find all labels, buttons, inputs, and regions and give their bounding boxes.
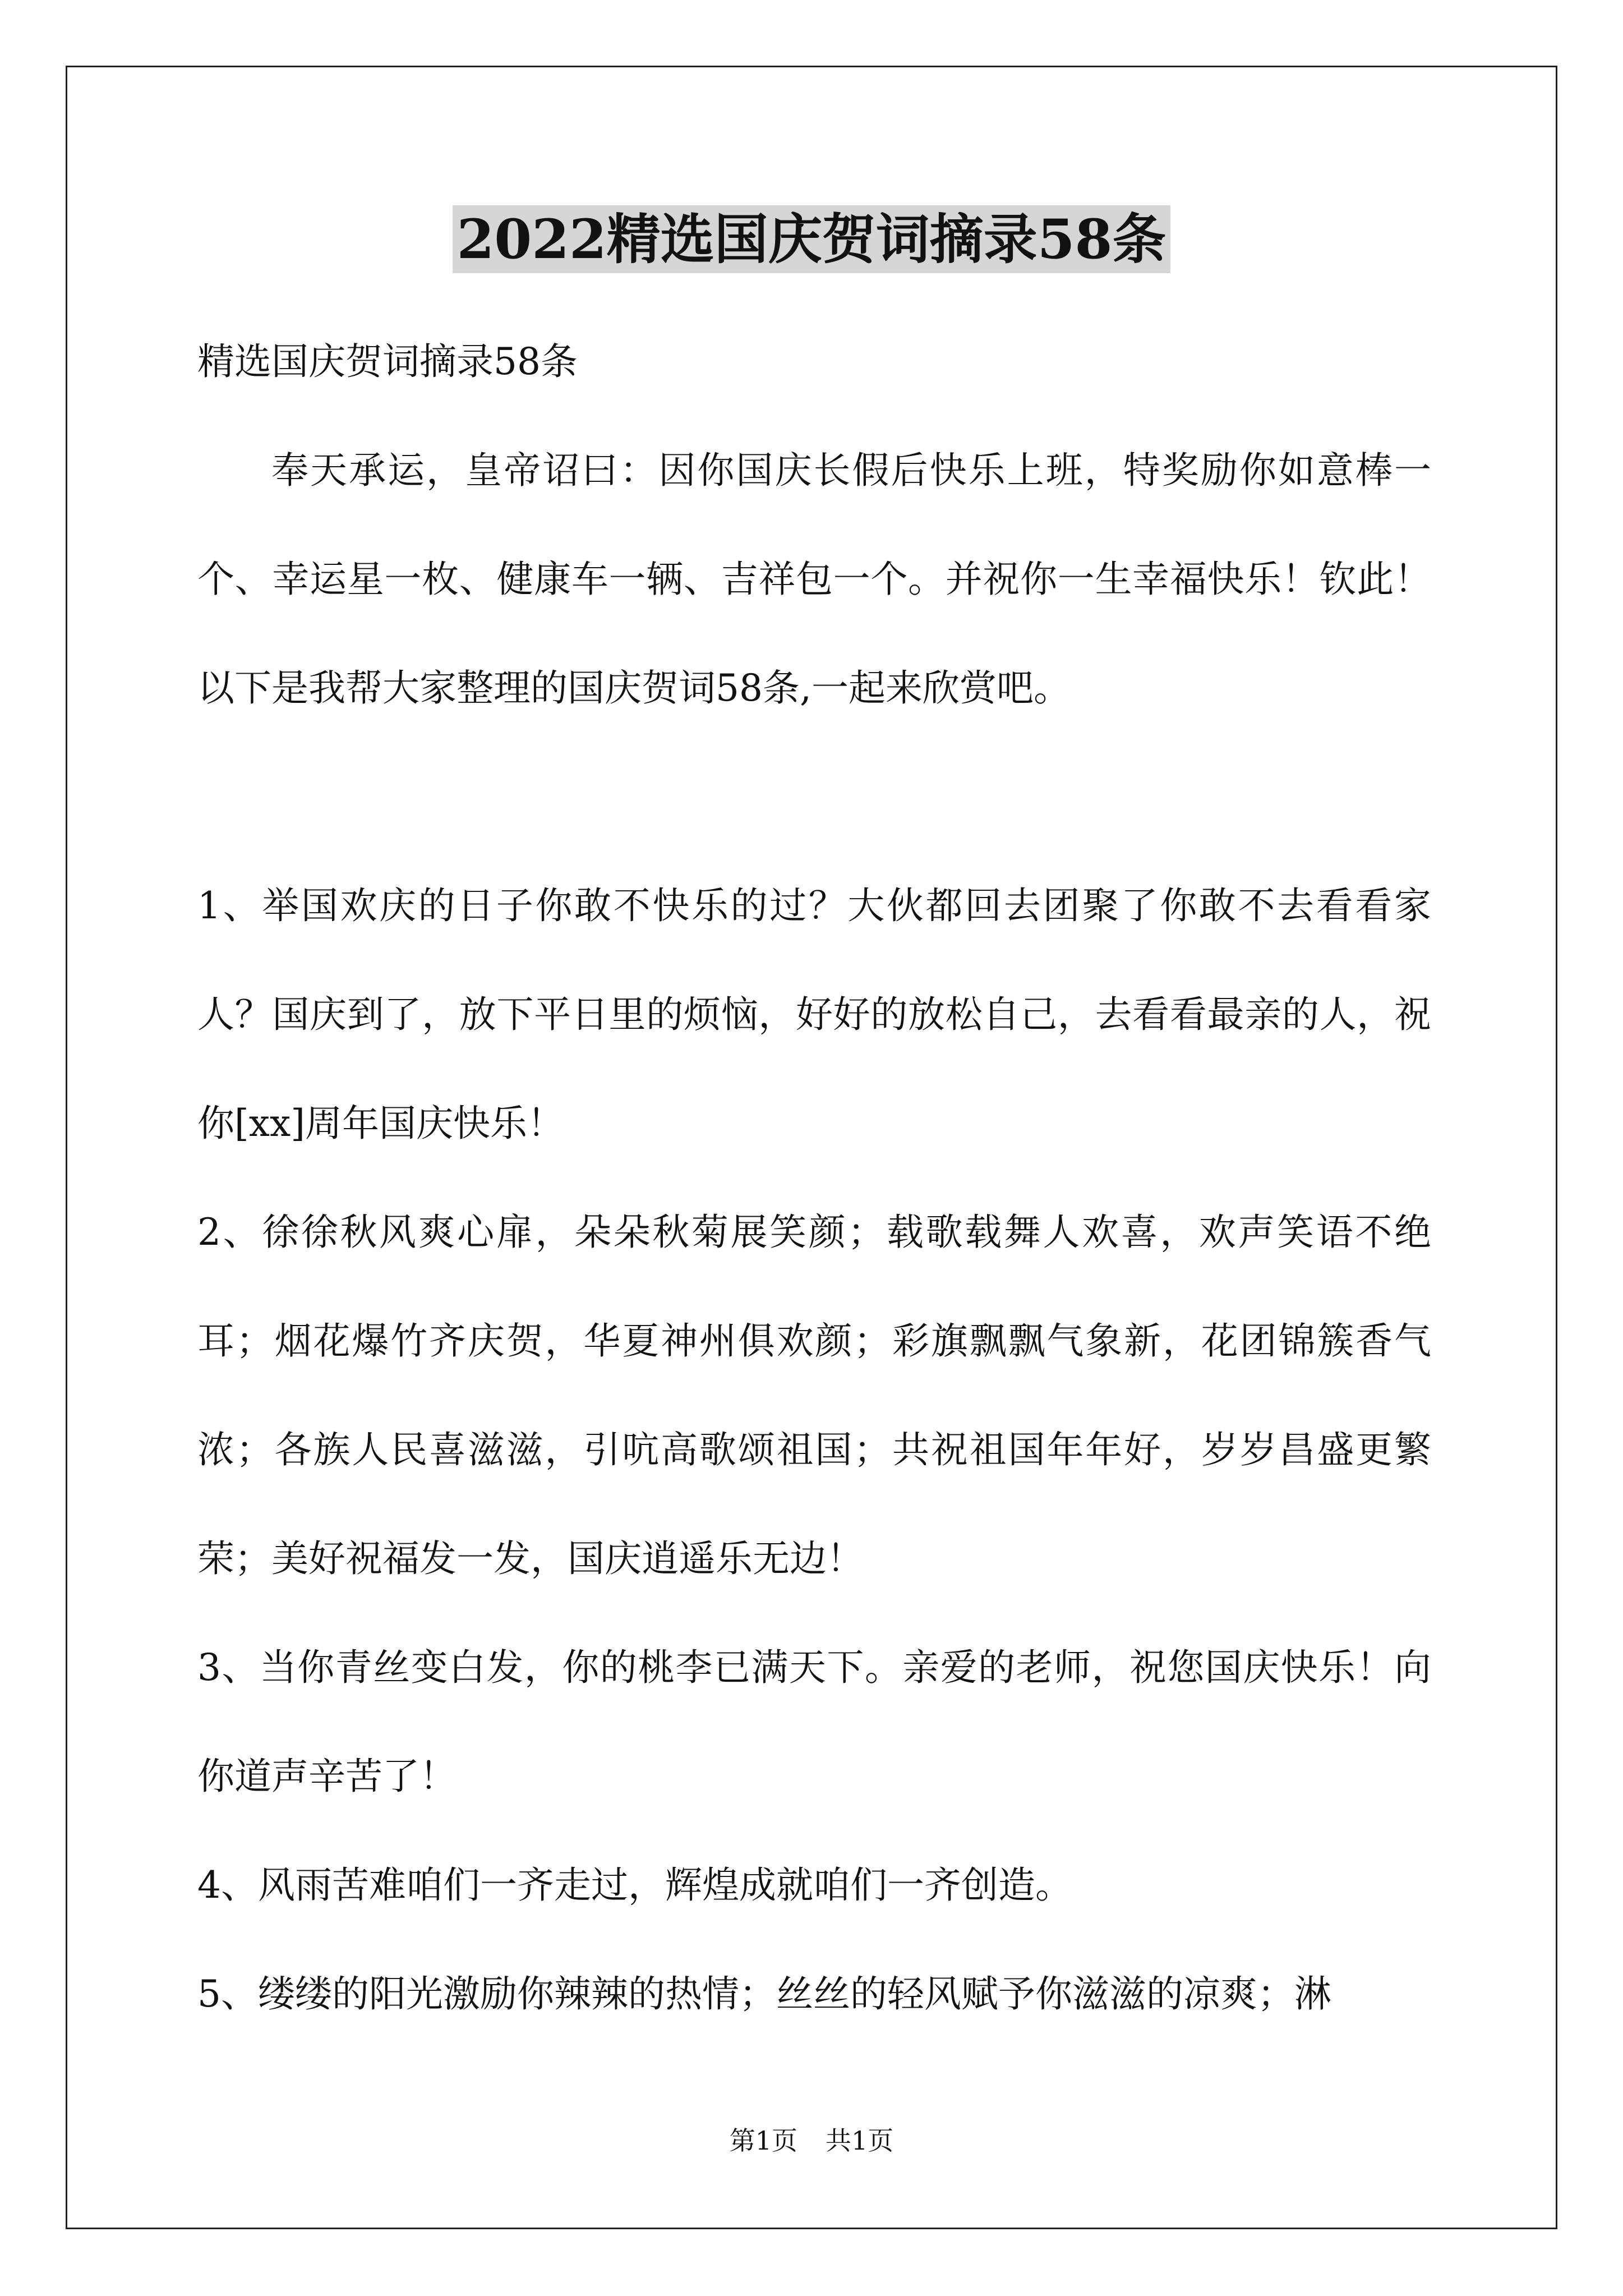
page-footer xyxy=(0,2124,1623,2157)
page-number: 第1页 xyxy=(729,2125,797,2156)
list-item: 1、举国欢庆的日子你敢不快乐的过？大伙都回去团聚了你敢不去看看家人？国庆到了，放下平日里的烦恼，好好的放松自己，去看看最亲的人，祝你[xx]周年国庆快乐！ xyxy=(197,884,1431,1145)
list-item: 3、当你青丝变白发，你的桃李已满天下。亲爱的老师，祝您国庆快乐！向你道声辛苦了！ xyxy=(197,1646,1431,1798)
document-title xyxy=(0,197,1623,282)
paragraph-spacer xyxy=(197,743,1431,852)
list-item: 4、风雨苦难咱们一齐走过，辉煌成就咱们一齐创造。 xyxy=(197,1864,1072,1907)
list-item: 5、缕缕的阳光激励你辣辣的热情；丝丝的轻风赋予你滋滋的凉爽；淋 xyxy=(197,1972,1331,2016)
document-title-text: 2022精选国庆贺词摘录58条 xyxy=(453,205,1171,273)
page-total: 共1页 xyxy=(826,2125,894,2156)
document-body xyxy=(197,307,1431,2049)
document-subtitle: 精选国庆贺词摘录58条 xyxy=(197,340,578,383)
intro-paragraph: 奉天承运，皇帝诏曰：因你国庆长假后快乐上班，特奖励你如意棒一个、幸运星一枚、健康车一辆、吉祥包一个。并祝你一生幸福快乐！钦此！以下是我帮大家整理的国庆贺词58条,一起来欣赏吧。 xyxy=(197,449,1431,710)
list-item: 2、徐徐秋风爽心扉，朵朵秋菊展笑颜；载歌载舞人欢喜，欢声笑语不绝耳；烟花爆竹齐庆贺，华夏神州俱欢颜；彩旗飘飘气象新，花团锦簇香气浓；各族人民喜滋滋，引吭高歌颂祖国；共祝祖国年年好，岁岁昌盛更繁荣；美好祝福发一发，国庆逍遥乐无边！ xyxy=(197,1211,1431,1580)
